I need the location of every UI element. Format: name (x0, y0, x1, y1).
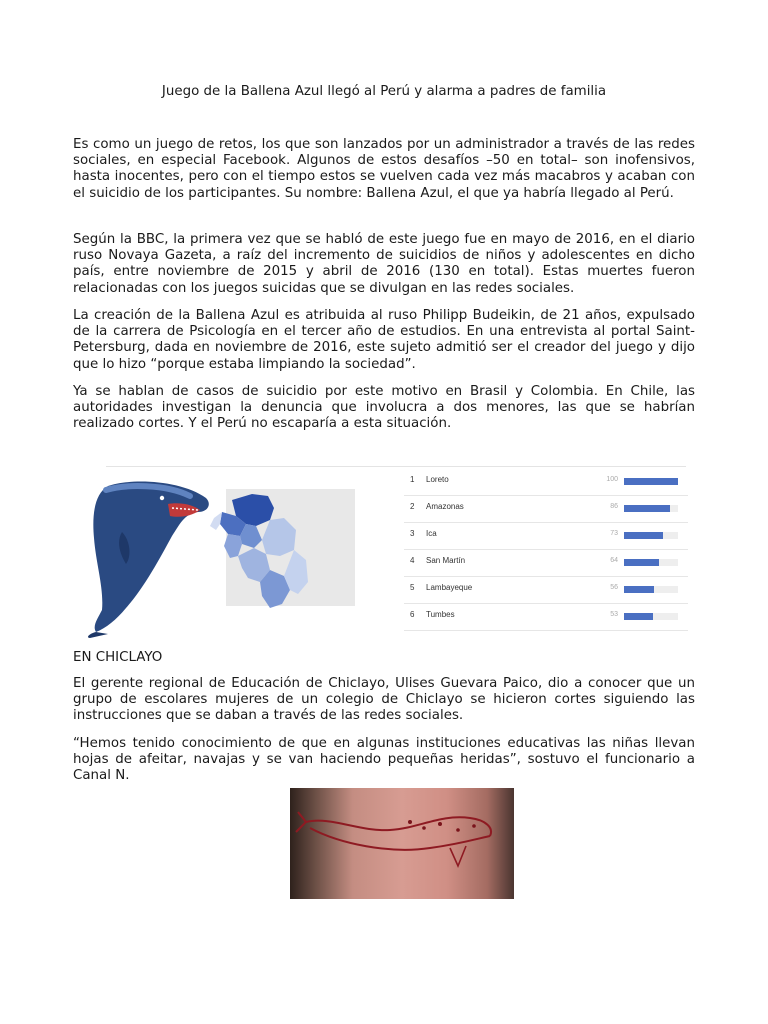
ranking-row-6 (404, 603, 688, 631)
infographic-figure (86, 462, 692, 634)
paragraph-5: El gerente regional de Educación de Chiclayo, Ulises Guevara Paico, dio a conocer que un grupo de escolares mujeres de un colegio de Chiclayo se hicieron cortes siguiendo las instrucciones que se daban a través de las redes sociales. (73, 676, 695, 724)
ranking-region-name: Loreto (426, 475, 449, 484)
ranking-value: 53 (610, 611, 618, 618)
ranking-position: 5 (410, 583, 415, 592)
ranking-bar-track (624, 586, 678, 593)
scar-outline-bottom (310, 828, 490, 850)
scar-dot (456, 828, 460, 832)
ranking-bar (624, 478, 678, 485)
ranking-value: 100 (606, 476, 618, 483)
ranking-bar (624, 559, 659, 566)
article-title: Juego de la Ballena Azul llegó al Perú y alarma a padres de familia (161, 84, 607, 99)
scar-tail (296, 812, 306, 832)
scar-dot (438, 822, 442, 826)
ranking-position: 1 (410, 475, 415, 484)
ranking-value: 64 (610, 557, 618, 564)
paragraph-2: Según la BBC, la primera vez que se habló de este juego fue en mayo de 2016, en el diario ruso Novaya Gazeta, a raíz del incremento de suicidios de niños y adolescentes en dicho país, entre noviembre de 2015 y abril de 2016 (130 en total). Estas muertes fueron relacionadas con los juegos suicidas que se divulgan en las redes sociales. (73, 232, 695, 296)
figure-top-divider (106, 466, 686, 467)
ranking-bar-track (624, 505, 678, 512)
section-heading: EN CHICLAYO (73, 650, 163, 665)
ranking-bar-track (624, 613, 678, 620)
ranking-region-name: Ica (426, 529, 437, 538)
paragraph-6: “Hemos tenido conocimiento de que en algunas instituciones educativas las niñas llevan hojas de afeitar, navajas y se van haciendo pequeñas heridas”, sostuvo el funcionario a Canal N. (73, 736, 695, 784)
ranking-position: 4 (410, 556, 415, 565)
ranking-row-5 (404, 576, 688, 604)
region-tumbes (210, 512, 222, 530)
ranking-region-name: Amazonas (426, 502, 464, 511)
paragraph-3: La creación de la Ballena Azul es atribuida al ruso Philipp Budeikin, de 21 años, expulsado de la carrera de Psicología en el tercer año de estudios. En una entrevista al portal Saint-Petersburg, dada en noviembre de 2016, este sujeto admitió ser el creador del juego y dijo que lo hizo “porque estaba limpiando la sociedad”. (73, 308, 695, 372)
arm-cuts-photo (290, 788, 514, 899)
ranking-position: 6 (410, 610, 415, 619)
ranking-value: 56 (610, 584, 618, 591)
scar-dot (422, 826, 426, 830)
ranking-bar (624, 586, 654, 593)
ranking-region-name: Lambayeque (426, 583, 473, 592)
ranking-bar (624, 613, 653, 620)
paragraph-1: Es como un juego de retos, los que son lanzados por un administrador a través de las redes sociales, en especial Facebook. Algunos de estos desafíos –50 en total– son inofensivos, hasta inocentes, pero con el tiempo estos se vuelven cada vez más macabros y acaban con el suicidio de los participantes. Su nombre: Ballena Azul, el que ya habría llegado al Perú. (73, 137, 695, 201)
ranking-bar-track (624, 559, 678, 566)
ranking-row-3 (404, 522, 688, 550)
whale-tail (88, 632, 108, 638)
ranking-row-1 (404, 468, 688, 496)
whale-eye (160, 496, 164, 500)
region-lambayeque (224, 534, 242, 558)
peru-map (204, 490, 324, 620)
region-ucayali (262, 518, 296, 556)
ranking-row-2 (404, 495, 688, 523)
ranking-position: 2 (410, 502, 415, 511)
whale-scar-drawing (290, 788, 514, 899)
scar-fin (450, 846, 466, 866)
scar-dot (408, 820, 412, 824)
whale-body (93, 482, 208, 632)
ranking-value: 73 (610, 530, 618, 537)
ranking-bar-track (624, 478, 678, 485)
scar-outline-top (306, 817, 491, 836)
ranking-bar (624, 532, 663, 539)
ranking-position: 3 (410, 529, 415, 538)
paragraph-4: Ya se hablan de casos de suicidio por este motivo en Brasil y Colombia. En Chile, las autoridades investigan la denuncia que involucra a dos menores, las que se habrían realizado cortes. Y el Perú no escaparía a esta situación. (73, 384, 695, 432)
ranking-row-4 (404, 549, 688, 577)
ranking-region-name: Tumbes (426, 610, 455, 619)
ranking-bar-track (624, 532, 678, 539)
ranking-value: 86 (610, 503, 618, 510)
ranking-region-name: San Martín (426, 556, 466, 565)
scar-dot (472, 824, 476, 828)
ranking-bar (624, 505, 670, 512)
